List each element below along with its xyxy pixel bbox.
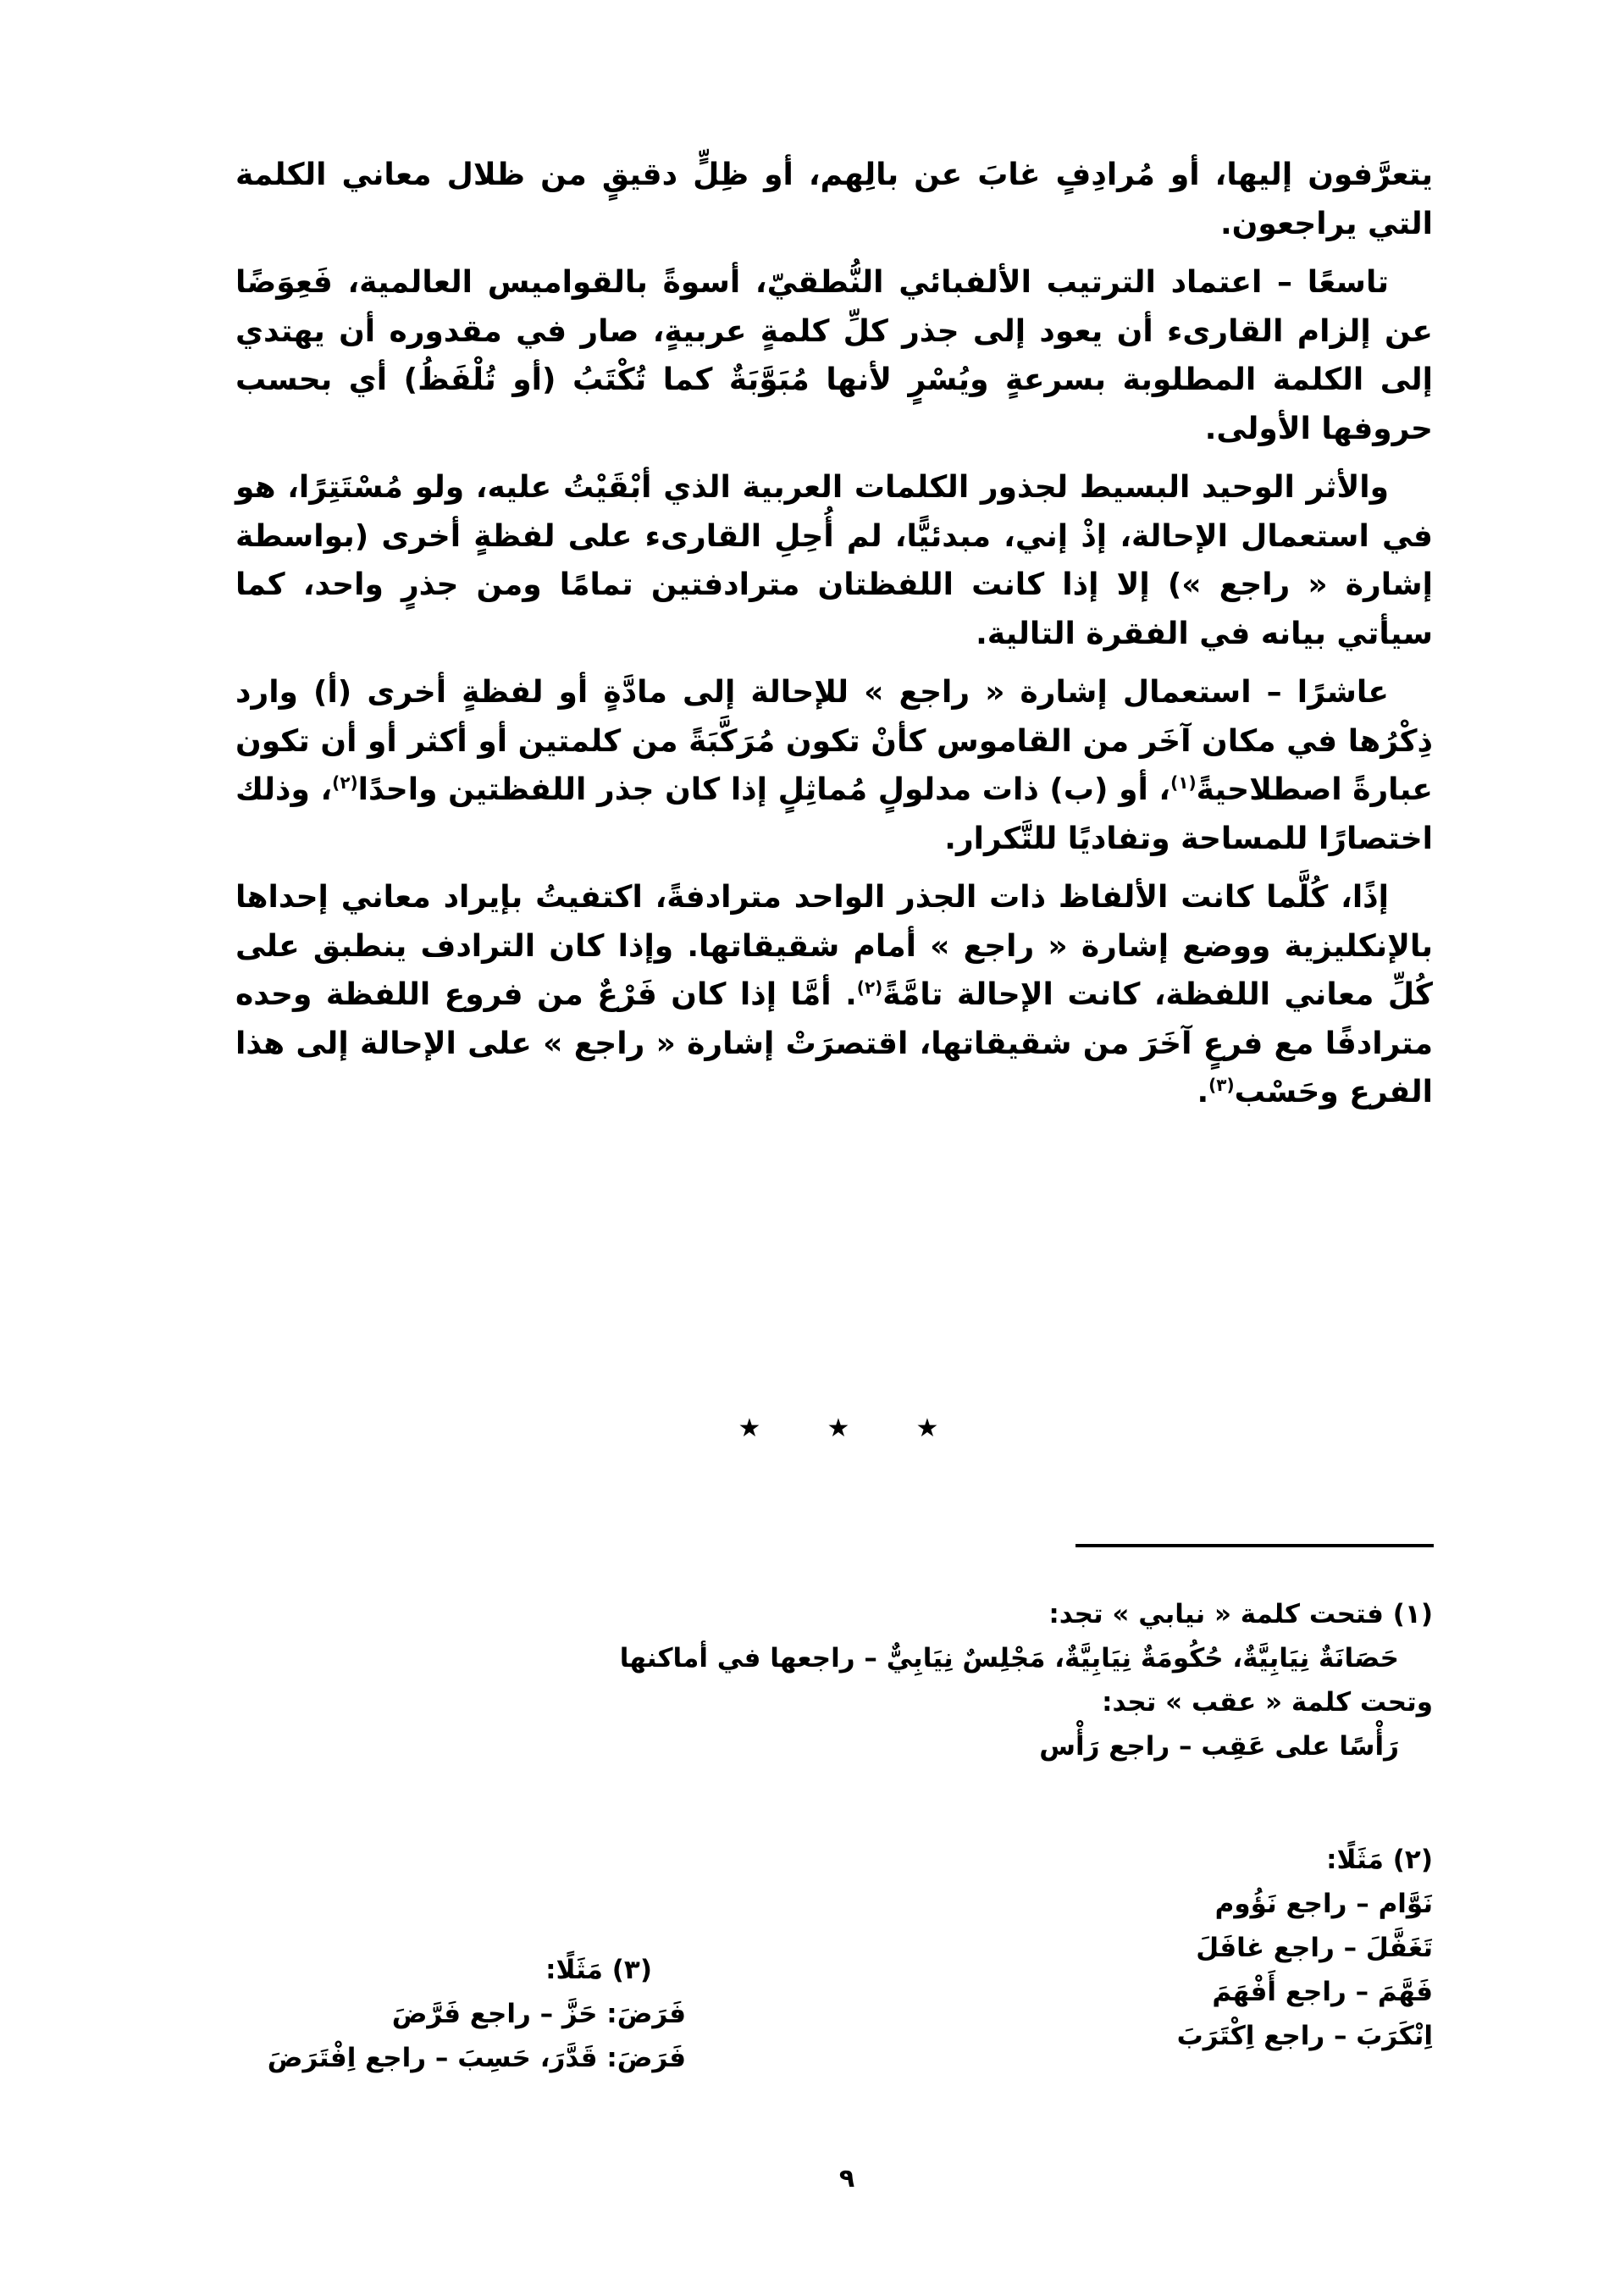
paragraph-text: والأثر الوحيد البسيط لجذور الكلمات العربية الذي أبْقَيْتُ عليه، ولو مُسْتَتِرًا، هو في استعمال الإحالة، إذْ إني، مبدئيًّا، لم أُحِلِ القارىء على لفظةٍ أخرى (بواسطة إشارة « راجع ») إلا إذا كانت اللفظتان مترادفتين تمامًا ومن جذرٍ واحد، كما سيأتي بيانه في الفقرة التالية.	[235, 470, 1433, 651]
paragraph-text: تاسعًا – اعتماد الترتيب الألفبائي النُّطقيّ، أسوةً بالقواميس العالمية، فَعِوَضًا عن إلزام القارىء أن يعود إلى جذر كلِّ كلمةٍ عربيةٍ، صار في مقدوره أن يهتدي إلى الكلمة المطلوبة بسرعةٍ ويُسْرٍ لأنها مُبَوَّبَةٌ كما تُكْتَبُ (أو تُلْفَظُ) أي بحسب حروفها الأولى.	[235, 265, 1433, 446]
footnote-heading: (٢) مَثَلًا:	[1326, 1845, 1433, 1875]
paragraph-text: ، أو (ب) ذات مدلولٍ مُماثِلٍ إذا كان جذر اللفظتين واحدًا	[357, 772, 1171, 807]
paragraph-tenth	[235, 668, 1433, 863]
paragraph-roots	[235, 463, 1433, 658]
footnote-example: رَأْسًا على عَقِب – راجع رَأْس	[1039, 1731, 1399, 1762]
footnote-example: فَرَضَ: قَدَّرَ، حَسِبَ – راجع اِفْتَرَضَ	[267, 2043, 686, 2073]
footnote-example: حَصَانَةٌ نِيَابِيَّةٌ، حُكُومَةٌ نِيَابِيَّةٌ، مَجْلِسٌ نِيَابِيٌّ – راجعها في أماكنها	[619, 1643, 1399, 1674]
footnote-divider	[1075, 1544, 1434, 1547]
star-icon: ★	[738, 1414, 761, 1443]
paragraph-text: يتعرَّفون إليها، أو مُرادِفٍ غابَ عن بالِهم، أو ظِلٍّ دقيقٍ من ظلال معاني الكلمة التي يراجعون.	[235, 158, 1433, 241]
footnote-2	[1009, 1838, 1433, 2058]
paragraph-text: . أمَّا إذا كان فَرْعٌ من فروع اللفظة وحده مترادفًا مع فرعٍ آخَرَ من شقيقاتها، اقتصرَتْ إشارة « راجع » على الإحالة إلى هذا الفرع وحَسْب	[235, 977, 1433, 1109]
star-icon: ★	[915, 1414, 939, 1443]
paragraph-text: .	[1197, 1075, 1209, 1109]
paragraph-continuation	[235, 151, 1433, 248]
footnote-example: اِنْكَرَبَ – راجع اِكْتَرَبَ	[1176, 2021, 1433, 2051]
section-separator	[737, 1416, 940, 1441]
paragraph-text: ، وذلك اختصارًا للمساحة وتفاديًا للتَّكرار.	[235, 772, 1433, 856]
paragraph-text: إذًا، كُلَّما كانت الألفاظ ذات الجذر الواحد مترادفةً، اكتفيتُ بإيراد معاني إحداها بالإنكليزية ووضع إشارة « راجع » أمام شقيقاتها. وإذا كان الترادف ينطبق على كُلِّ معاني اللفظة، كانت الإحالة تامَّةً	[235, 880, 1433, 1012]
footnote-example: فَرَضَ: حَزَّ – راجع فَرَّضَ	[391, 1999, 686, 2029]
footnote-example: نَوَّام – راجع نَؤُوم	[1214, 1889, 1433, 1919]
footnote-heading: (٣) مَثَلًا:	[545, 1955, 652, 1985]
paragraph-ninth	[235, 258, 1433, 453]
star-icon: ★	[827, 1414, 850, 1443]
footnote-heading: (١) فتحت كلمة « نيابي » تجد:	[1048, 1599, 1433, 1629]
footnote-example: فَهَّمَ – راجع أَفْهَمَ	[1212, 1977, 1433, 2007]
paragraph-text: عاشرًا – استعمال إشارة « راجع » للإحالة إلى مادَّةٍ أو لفظةٍ أخرى (أ) وارد ذِكْرُها في مكان آخَر من القاموس كأنْ تكون مُرَكَّبَةً من كلمتين أو أكثر أو أن تكون عبارةً اصطلاحيةً	[235, 675, 1433, 807]
footnote-heading: وتحت كلمة « عقب » تجد:	[1102, 1687, 1433, 1718]
paragraph-synonyms	[235, 873, 1433, 1117]
footnote-ref[interactable]: (٢)	[332, 772, 358, 793]
footnote-ref[interactable]: (٣)	[1208, 1075, 1235, 1095]
footnote-ref[interactable]: (٢)	[856, 977, 883, 998]
footnote-1	[501, 1592, 1433, 1768]
footnote-example: تَغَفَّلَ – راجع غافَلَ	[1196, 1933, 1433, 1963]
footnote-3	[246, 1948, 686, 2080]
footnote-ref[interactable]: (١)	[1170, 772, 1197, 793]
page-number: ٩	[838, 2164, 855, 2194]
main-text	[235, 151, 1433, 1127]
